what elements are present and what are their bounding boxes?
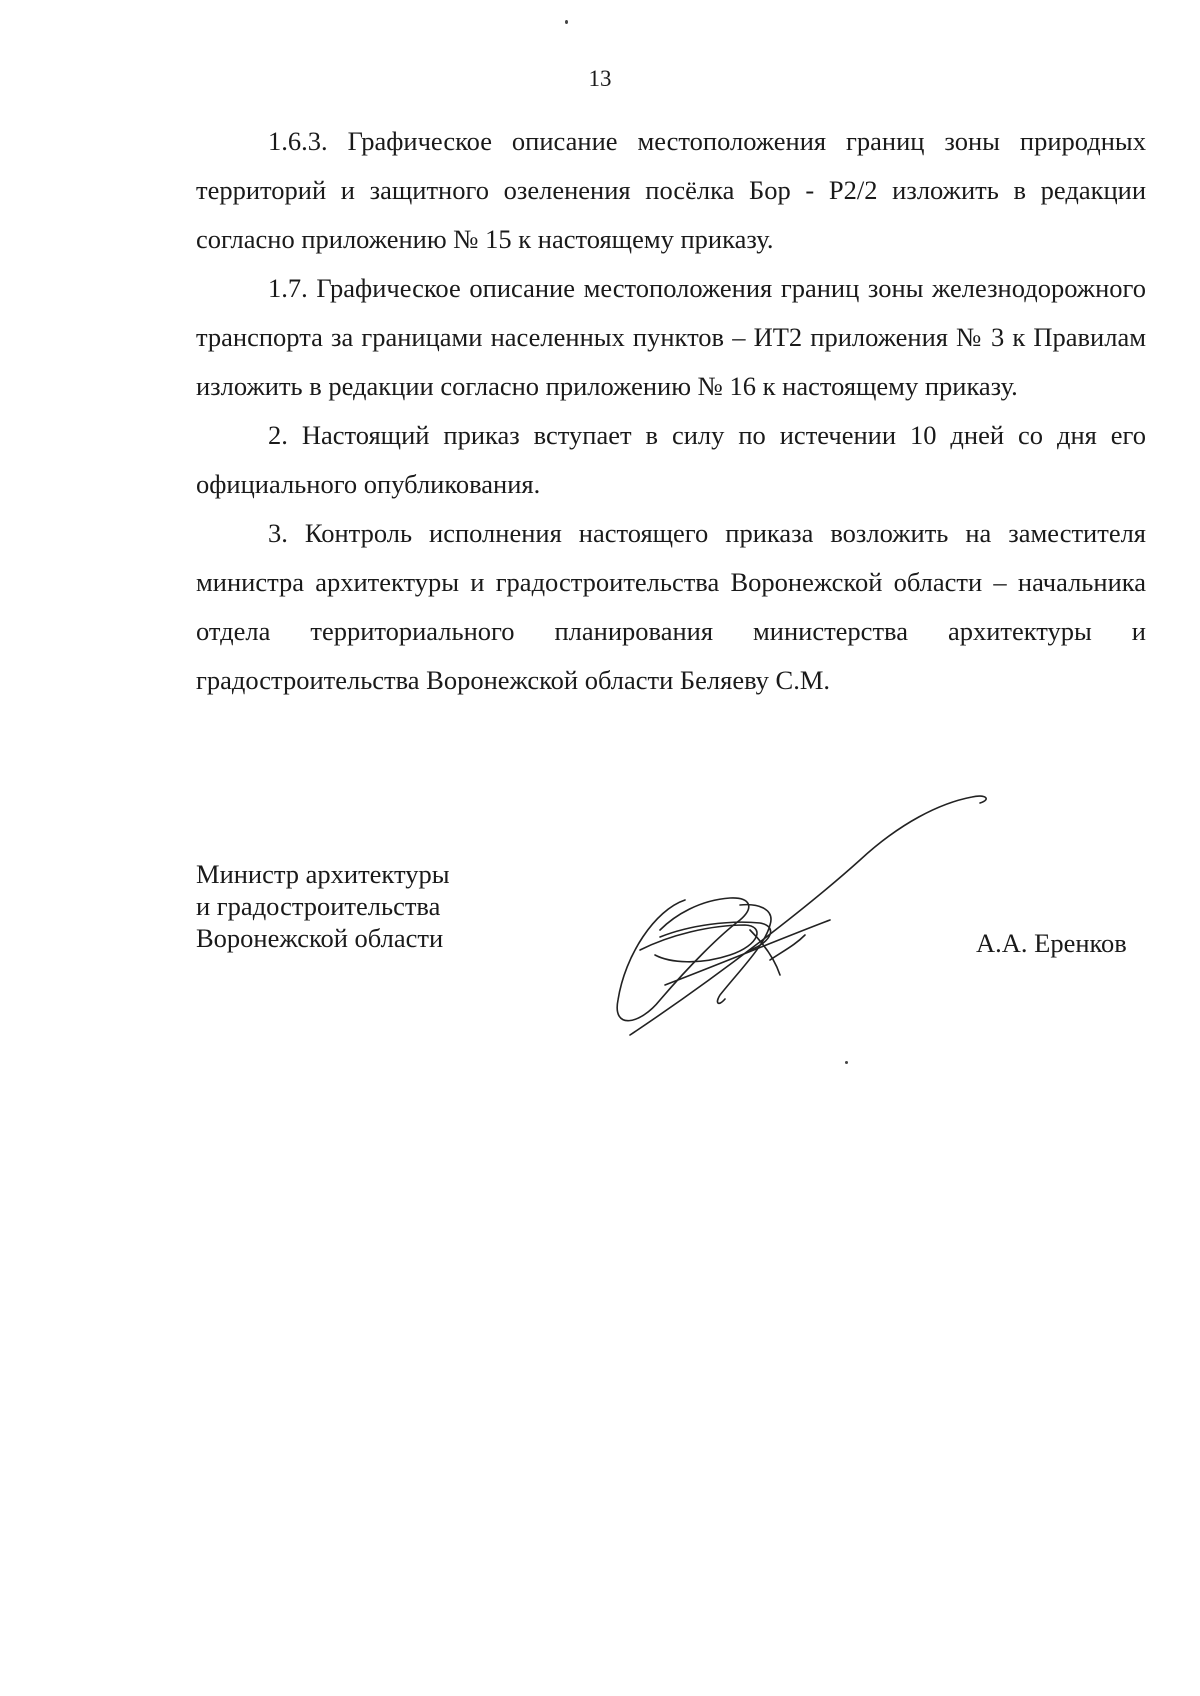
paragraph-2: 2. Настоящий приказ вступает в силу по истечении 10 дней со дня его официального опубликования. bbox=[196, 420, 1146, 499]
signatory-title bbox=[196, 858, 450, 954]
scan-speck bbox=[845, 1061, 848, 1064]
signatory-title-line: Министр архитектуры bbox=[196, 859, 450, 889]
paragraph-1-6-3: 1.6.3. Графическое описание местоположения границ зоны природных территорий и защитного озеленения посёлка Бор - Р2/2 изложить в редакции согласно приложению № 15 к настоящему приказу. bbox=[196, 126, 1146, 254]
signatory-title-line: Воронежской области bbox=[196, 923, 444, 953]
signatory-title-line: и градостроительства bbox=[196, 891, 441, 921]
handwritten-signature bbox=[600, 785, 1000, 1045]
page-number: 13 bbox=[588, 66, 612, 91]
scan-speck bbox=[565, 20, 568, 24]
signatory-name: А.А. Еренков bbox=[976, 928, 1127, 958]
paragraph-3: 3. Контроль исполнения настоящего приказа возложить на заместителя министра архитектуры и градостроительства Воронежской области – начальника отдела территориального планирования министерства архитектуры и градостроительства Воронежской области Беляеву С.М. bbox=[196, 518, 1146, 695]
paragraph-1-7: 1.7. Графическое описание местоположения границ зоны железнодорожного транспорта за границами населенных пунктов – ИТ2 приложения № 3 к Правилам изложить в редакции согласно приложению № 16 к настоящему приказу. bbox=[196, 273, 1146, 401]
document-body bbox=[196, 117, 1146, 705]
